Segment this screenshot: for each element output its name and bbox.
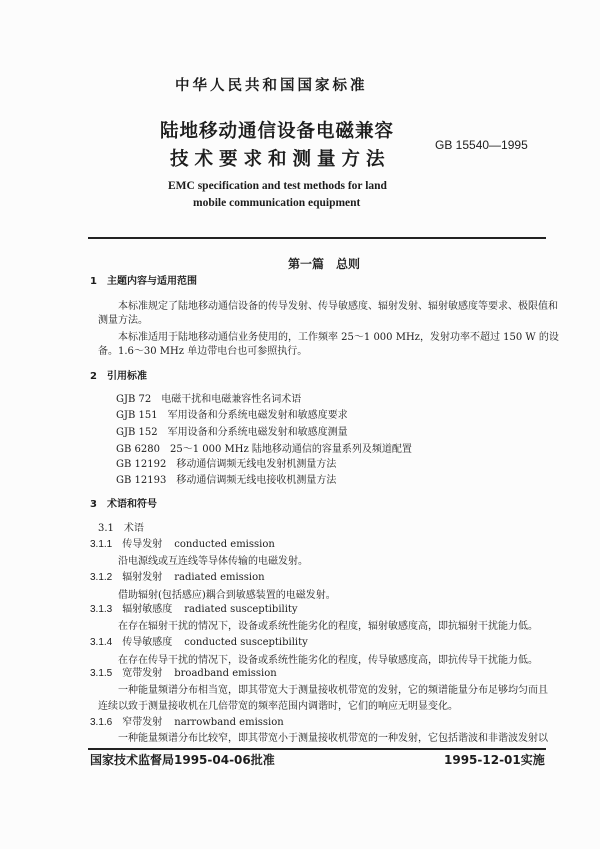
reference-title: 军用设备和分系统电磁发射和敏感度测量 (167, 427, 348, 438)
term-chinese: 传导发射 (122, 539, 163, 550)
document-title-line1: 陆地移动通信设备电磁兼容 (160, 121, 395, 142)
reference-code: GB 12193 (116, 475, 167, 486)
section-1-heading: 1 主题内容与适用范围 (90, 276, 197, 287)
footer-divider (88, 748, 546, 750)
reference-item (116, 426, 348, 440)
reference-item (116, 474, 336, 488)
document-title-line2: 技术要求和测量方法 (170, 149, 391, 170)
term-english: radiated susceptibility (184, 604, 298, 615)
reference-title: 移动通信调频无线电接收机测量方法 (176, 475, 337, 486)
section-3-heading: 3 术语和符号 (90, 499, 157, 510)
reference-code: GJB 151 (116, 410, 158, 421)
paragraph-line: 测量方法。 (98, 315, 148, 326)
approval-date: 国家技术监督局1995-04-06批准 (90, 753, 275, 767)
paragraph-line: 本标准适用于陆地移动通信业务使用的，工作频率 25～1 000 MHz，发射功率不超过 150 W 的设 (118, 332, 559, 343)
paragraph-line: 备。1.6～30 MHz 单边带电台也可参照执行。 (98, 346, 308, 357)
english-title-line1: EMC specification and test methods for land (168, 180, 387, 192)
reference-title: 军用设备和分系统电磁发射和敏感度要求 (167, 410, 348, 421)
section-2-heading: 2 引用标准 (90, 371, 147, 382)
national-standard-label: 中华人民共和国国家标准 (175, 78, 368, 94)
paragraph-line: 本标准规定了陆地移动通信设备的传导发射、传导敏感度、辐射发射、辐射敏感度等要求、极限值和 (118, 301, 558, 312)
reference-code: GJB 72 (116, 394, 152, 405)
term-heading (90, 571, 265, 585)
reference-title: 电磁干扰和电磁兼容性名词术语 (161, 394, 302, 405)
reference-item (116, 458, 336, 472)
term-number: 3.1.2 (90, 572, 113, 583)
term-chinese: 辐射敏感度 (122, 604, 173, 615)
term-chinese: 传导敏感度 (122, 637, 173, 648)
part-title: 第一篇 总则 (288, 257, 361, 271)
reference-item (116, 393, 301, 407)
term-heading (90, 667, 277, 681)
term-definition: 在存在辐射干扰的情况下，设备或系统性能劣化的程度，辐射敏感度高，即抗辐射干扰能力低。 (118, 621, 538, 632)
term-english: broadband emission (174, 668, 277, 679)
term-definition: 在存在传导干扰的情况下，设备或系统性能劣化的程度，传导敏感度高，即抗传导干扰能力低。 (118, 655, 538, 666)
term-definition: 一种能量频谱分布比较窄，即其带宽小于测量接收机带宽的一种发射，它包括谐波和非谐波发射以 (118, 733, 548, 744)
term-heading (90, 716, 284, 730)
term-heading (90, 603, 298, 617)
reference-code: GJB 152 (116, 427, 158, 438)
reference-item (116, 443, 412, 457)
term-number: 3.1.6 (90, 717, 113, 728)
term-english: narrowband emission (174, 717, 284, 728)
term-english: conducted susceptibility (184, 637, 308, 648)
reference-item (116, 409, 348, 423)
reference-code: GB 6280 (116, 444, 160, 455)
subsection-3-1-heading: 3.1 术语 (98, 523, 144, 534)
effective-date: 1995-12-01实施 (444, 753, 545, 767)
term-definition: 借助辐射(包括感应)耦合到敏感装置的电磁发射。 (118, 590, 336, 601)
term-number: 3.1.3 (90, 604, 113, 615)
term-chinese: 辐射发射 (122, 572, 163, 583)
term-chinese: 窄带发射 (122, 717, 163, 728)
term-number: 3.1.4 (90, 637, 113, 648)
header-divider (88, 237, 546, 239)
term-number: 3.1.5 (90, 668, 113, 679)
reference-code: GB 12192 (116, 459, 167, 470)
term-number: 3.1.1 (90, 539, 113, 550)
term-heading (90, 636, 308, 650)
term-english: conducted emission (174, 539, 275, 550)
standard-code: GB 15540—1995 (435, 138, 528, 152)
term-definition: 连续以致于测量接收机在几倍带宽的频率范围内调谐时，它们的响应无明显变化。 (98, 701, 458, 712)
term-definition: 沿电源线或互连线等导体传输的电磁发射。 (118, 556, 308, 567)
term-heading (90, 538, 275, 552)
term-chinese: 宽带发射 (122, 668, 163, 679)
reference-title: 移动通信调频无线电发射机测量方法 (176, 459, 337, 470)
term-definition: 一种能量频谱分布相当宽，即其带宽大于测量接收机带宽的发射，它的频谱能量分布足够均匀而且 (118, 685, 548, 696)
reference-title: 25～1 000 MHz 陆地移动通信的容量系列及频道配置 (169, 444, 412, 455)
term-english: radiated emission (174, 572, 265, 583)
english-title-line2: mobile communication equipment (193, 197, 361, 209)
